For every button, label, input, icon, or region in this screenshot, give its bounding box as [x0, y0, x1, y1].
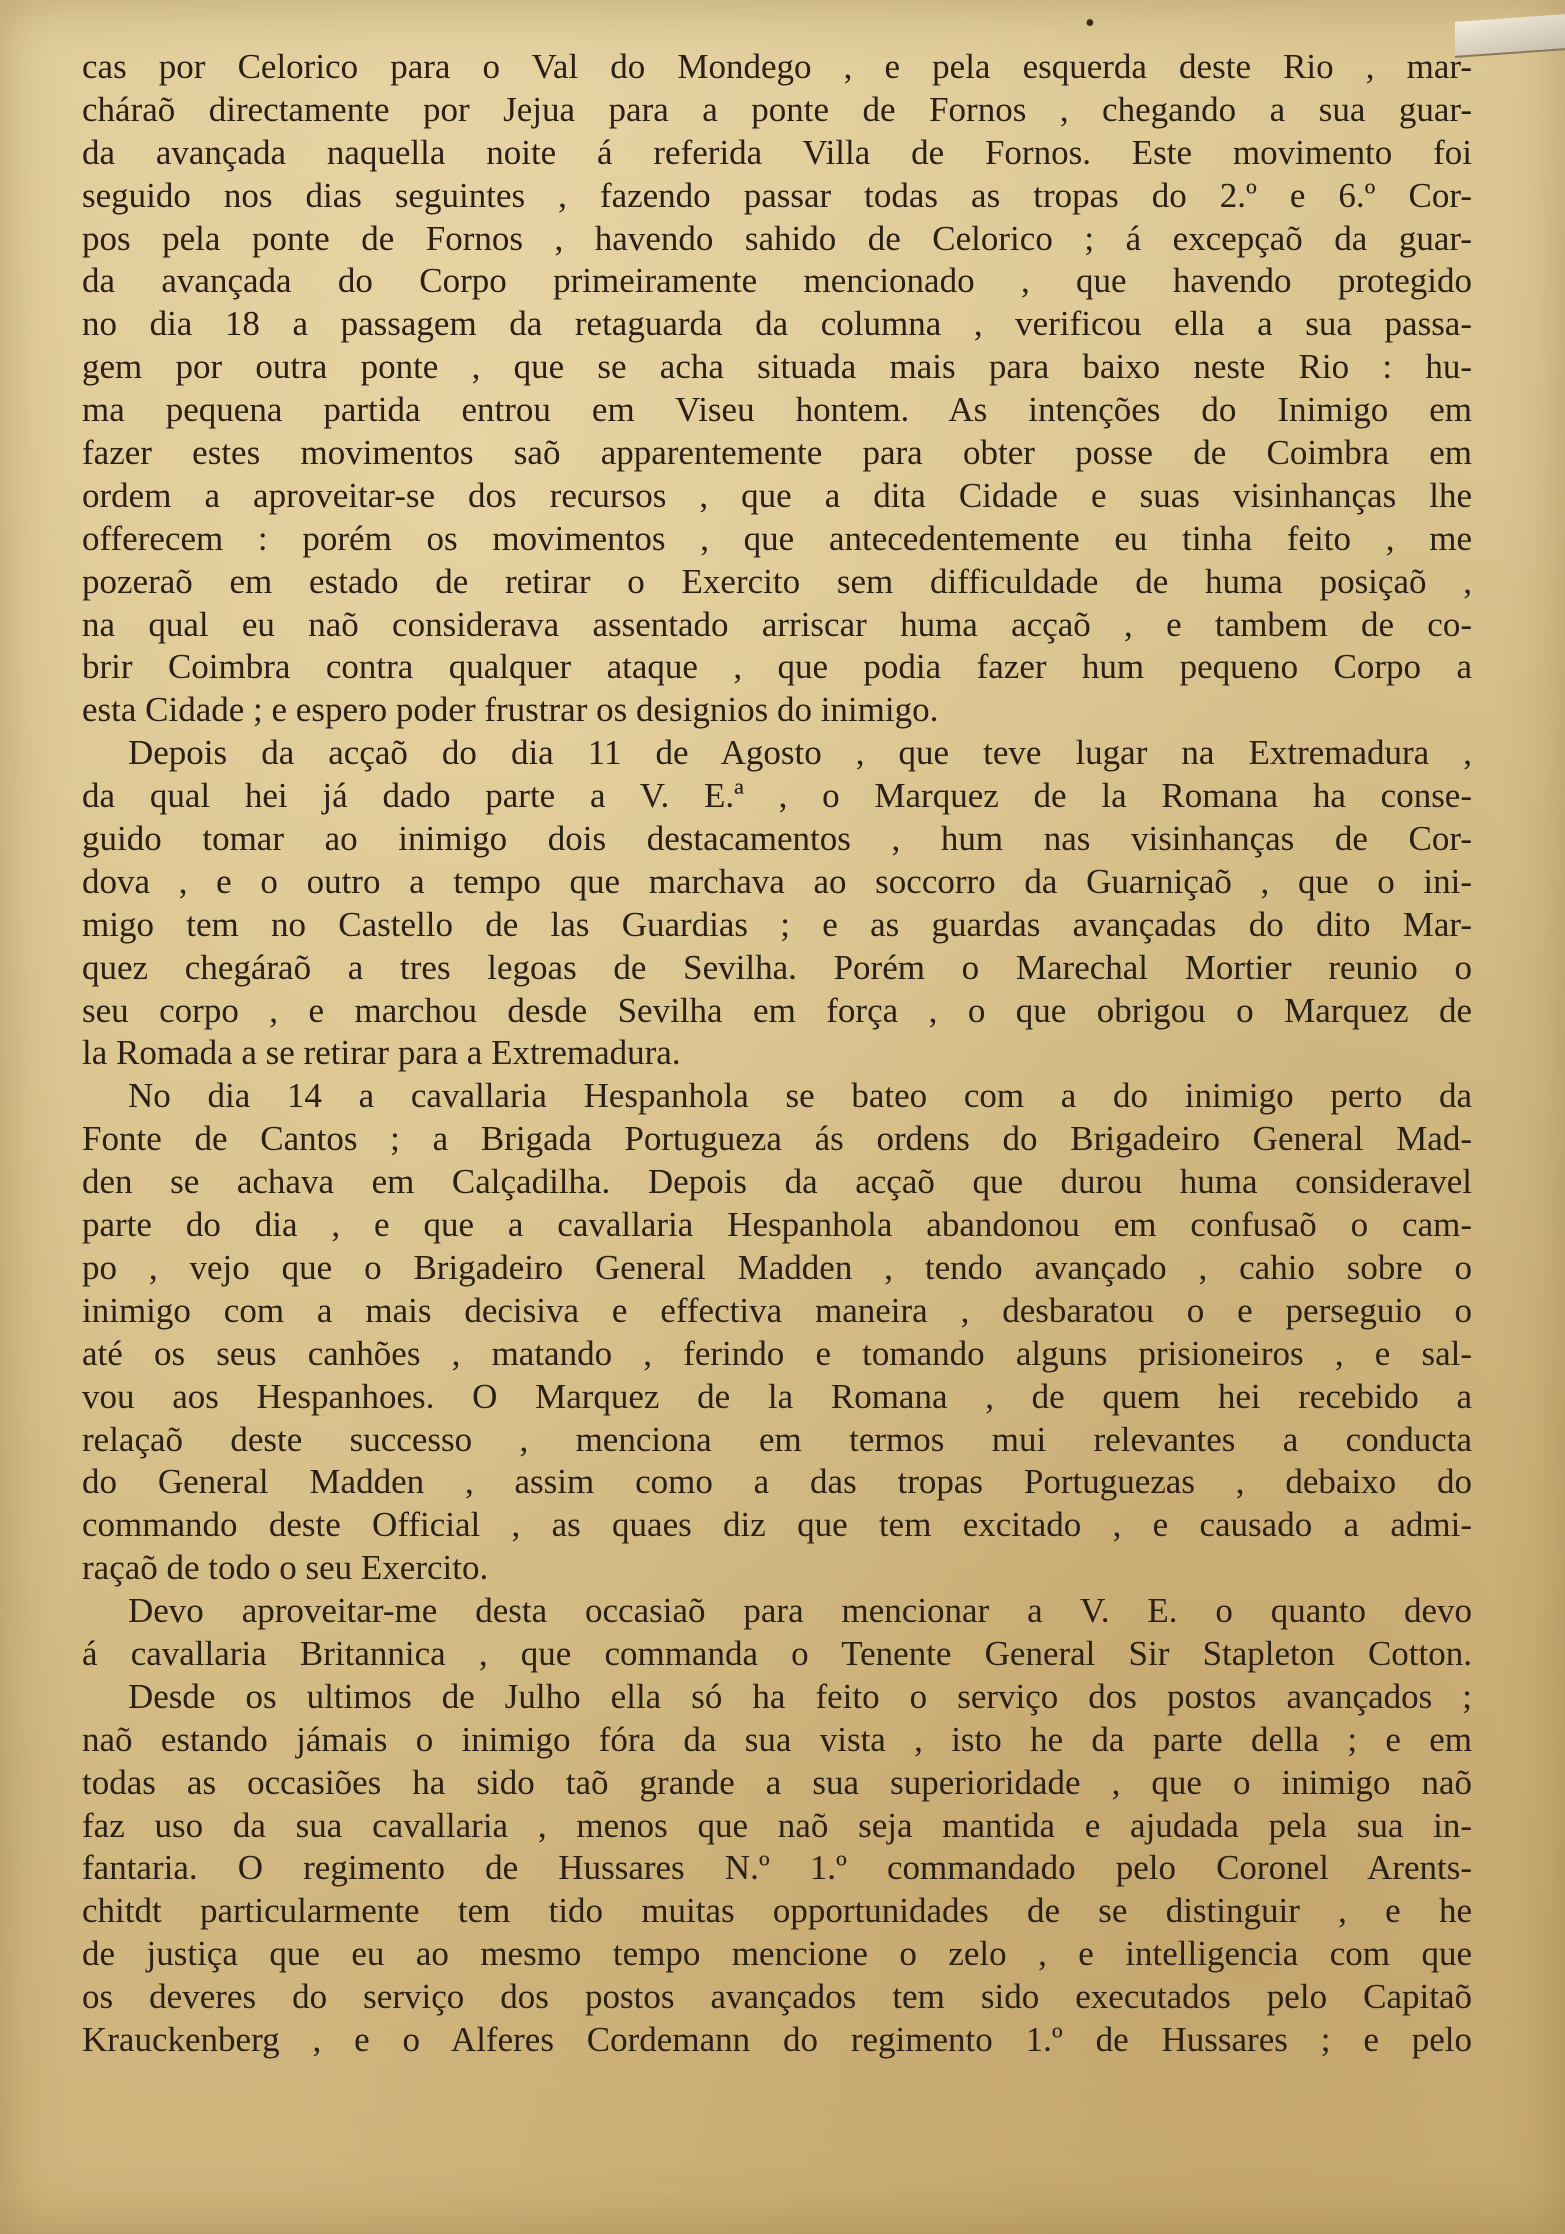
text-line: no dia 18 a passagem da retaguarda da columna , verificou ella a sua passa-: [82, 304, 1472, 344]
text-line: cas por Celorico para o Val do Mondego , e pela esquerda deste Rio , mar-: [82, 47, 1472, 86]
text-line: esta Cidade ; e espero poder frustrar os designios do inimigo.: [82, 690, 939, 730]
text-line: inimigo com a mais decisiva e effectiva maneira , desbaratou o e perseguio o: [82, 1290, 1472, 1330]
text-line: da avançada do Corpo primeiramente mencionado , que havendo protegido: [82, 261, 1472, 301]
text-line: da avançada naquella noite á referida Villa de Fornos. Este movimento foi: [82, 132, 1472, 172]
printers-mark: •: [1085, 8, 1095, 39]
text-line: ordem a aproveitar-se dos recursos , que a dita Cidade e suas visinhanças lhe: [82, 475, 1472, 515]
text-line: do General Madden , assim como a das tropas Portuguezas , debaixo do: [82, 1462, 1472, 1502]
text-line: fazer estes movimentos saõ apparentemente para obter posse de Coimbra em: [82, 433, 1472, 473]
text-line: vou aos Hespanhoes. O Marquez de la Romana , de quem hei recebido a: [82, 1376, 1472, 1416]
text-line: offerecem : porém os movimentos , que antecedentemente eu tinha feito , me: [82, 518, 1472, 558]
text-line: Desde os ultimos de Julho ella só ha feito o serviço dos postos avançados ;: [128, 1676, 1472, 1716]
text-line: migo tem no Castello de las Guardias ; e as guardas avançadas do dito Mar-: [82, 904, 1472, 944]
text-line: faz uso da sua cavallaria , menos que naõ seja mantida e ajudada pela sua in-: [82, 1805, 1472, 1845]
text-line: na qual eu naõ considerava assentado arriscar huma acçaõ , e tambem de co-: [82, 604, 1472, 644]
text-line: commando deste Official , as quaes diz que tem excitado , e causado a admi-: [82, 1505, 1472, 1545]
text-line: naõ estando jámais o inimigo fóra da sua vista , isto he da parte della ; e em: [82, 1719, 1472, 1759]
text-line: parte do dia , e que a cavallaria Hespanhola abandonou em confusaõ o cam-: [82, 1205, 1472, 1245]
text-line: pos pela ponte de Fornos , havendo sahido de Celorico ; á excepçaõ da guar-: [82, 218, 1472, 258]
text-line: Krauckenberg , e o Alferes Cordemann do regimento 1.º de Hussares ; e pelo: [82, 2019, 1472, 2059]
text-line: todas as occasiões ha sido taõ grande a sua superioridade , que o inimigo naõ: [82, 1762, 1472, 1802]
text-line: dova , e o outro a tempo que marchava ao soccorro da Guarniçaõ , que o ini-: [82, 861, 1472, 901]
text-line: quez chegáraõ a tres legoas de Sevilha. Porém o Marechal Mortier reunio o: [82, 947, 1472, 987]
text-line: raçaõ de todo o seu Exercito.: [82, 1548, 489, 1588]
text-line: guido tomar ao inimigo dois destacamentos , hum nas visinhanças de Cor-: [82, 819, 1472, 859]
text-line: ma pequena partida entrou em Viseu hontem. As intenções do Inimigo em: [82, 390, 1472, 430]
text-line: Depois da acçaõ do dia 11 de Agosto , que teve lugar na Extremadura ,: [128, 733, 1472, 773]
text-line: seu corpo , e marchou desde Sevilha em força , o que obrigou o Marquez de: [82, 990, 1472, 1030]
text-line: á cavallaria Britannica , que commanda o Tenente General Sir Stapleton Cotton.: [82, 1633, 1472, 1673]
text-line: relaçaõ deste successo , menciona em termos mui relevantes a conducta: [82, 1419, 1472, 1459]
text-line: gem por outra ponte , que se acha situada mais para baixo neste Rio : hu-: [82, 347, 1472, 387]
text-line: brir Coimbra contra qualquer ataque , que podia fazer hum pequeno Corpo a: [82, 647, 1472, 687]
text-line: pozeraõ em estado de retirar o Exercito sem difficuldade de huma posiçaõ ,: [82, 561, 1472, 601]
text-line: den se achava em Calçadilha. Depois da acçaõ que durou huma consideravel: [82, 1162, 1472, 1202]
text-line: No dia 14 a cavallaria Hespanhola se bateo com a do inimigo perto da: [128, 1076, 1472, 1116]
text-line: cháraõ directamente por Jejua para a ponte de Fornos , chegando a sua guar-: [82, 89, 1472, 129]
text-line: chitdt particularmente tem tido muitas opportunidades de se distinguir , e he: [82, 1891, 1472, 1931]
text-line: po , vejo que o Brigadeiro General Madden , tendo avançado , cahio sobre o: [82, 1247, 1472, 1287]
text-line: Devo aproveitar-me desta occasiaõ para mencionar a V. E. o quanto devo: [128, 1591, 1472, 1631]
text-line: de justiça que eu ao mesmo tempo mencione o zelo , e intelligencia com que: [82, 1934, 1472, 1974]
text-line: seguido nos dias seguintes , fazendo passar todas as tropas do 2.º e 6.º Cor-: [82, 175, 1472, 215]
text-line: fantaria. O regimento de Hussares N.º 1.º commandado pelo Coronel Arents-: [82, 1848, 1472, 1888]
text-line: Fonte de Cantos ; a Brigada Portugueza ás ordens do Brigadeiro General Mad-: [82, 1119, 1472, 1159]
text-line: até os seus canhões , matando , ferindo e tomando alguns prisioneiros , e sal-: [82, 1333, 1472, 1373]
text-line: la Romada a se retirar para a Extremadura.: [82, 1033, 681, 1073]
document-body-text: [82, 46, 1472, 2062]
text-line: da qual hei já dado parte a V. E.ª , o Marquez de la Romana ha conse-: [82, 776, 1472, 816]
text-line: os deveres do serviço dos postos avançados tem sido executados pelo Capitaõ: [82, 1977, 1472, 2017]
